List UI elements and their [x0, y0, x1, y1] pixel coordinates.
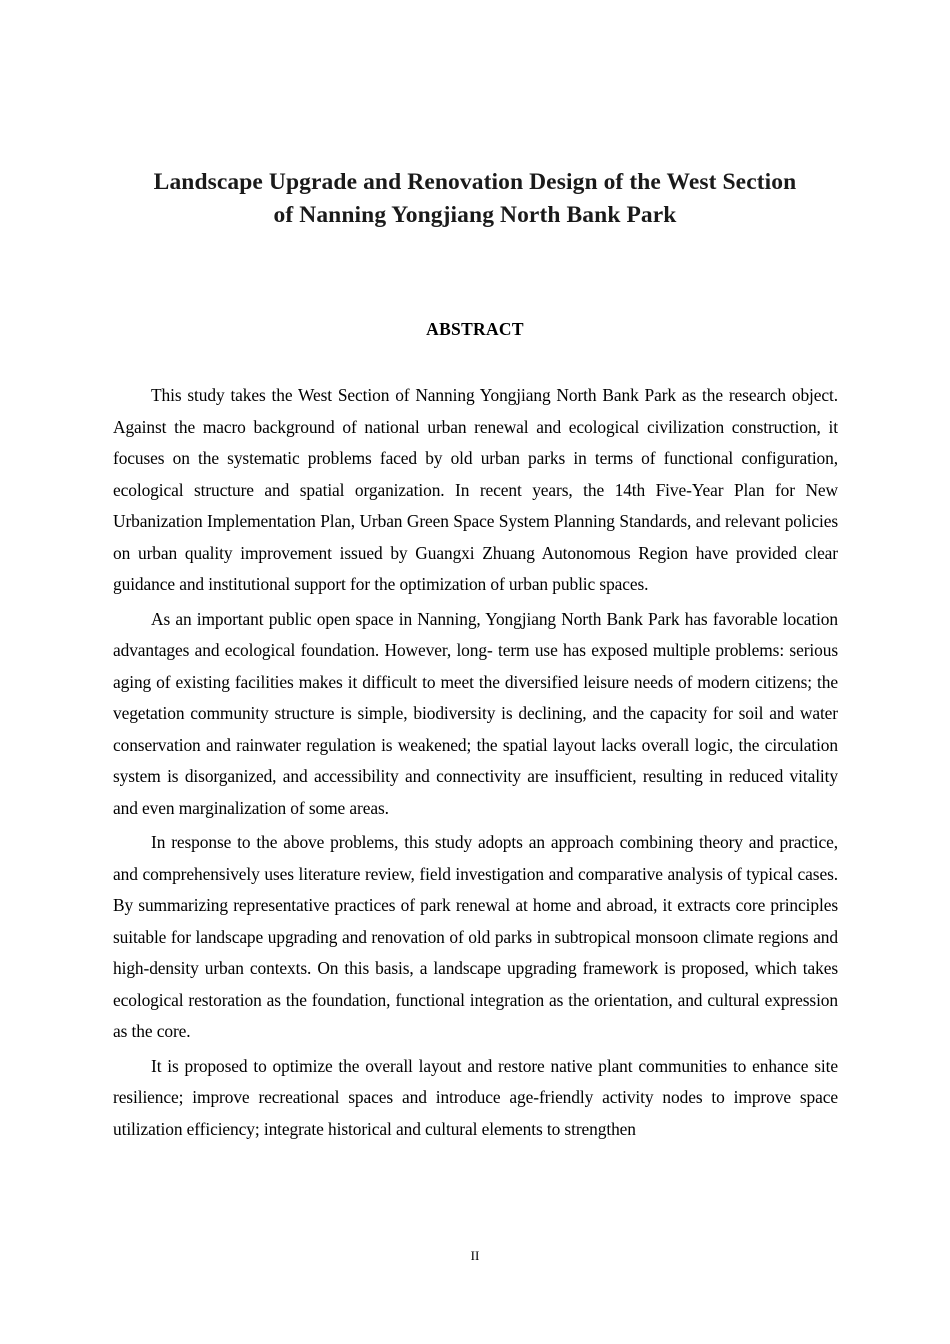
- page-number: II: [470, 1248, 480, 1263]
- abstract-paragraph-3: In response to the above problems, this study adopts an approach combining theory and practice, and comprehensively uses literature review, field investigation and comparative analysis of typical cases. By summarizing representative practices of park renewal at home and abroad, it extracts core principles suitable for landscape upgrading and renovation of old parks in subtropical monsoon climate regions and high-density urban contexts. On this basis, a landscape upgrading framework is proposed, which takes ecological restoration as the foundation, functional integration as the orientation, and cultural expression as the core.: [113, 832, 838, 1041]
- abstract-heading: ABSTRACT: [426, 319, 524, 339]
- abstract-paragraph-4: It is proposed to optimize the overall layout and restore native plant communities to enhance site resilience; improve recreational spaces and introduce age-friendly activity nodes to improve space utilization efficiency; integrate historical and cultural elements to strengthen: [113, 1055, 838, 1139]
- document-title-line-1: Landscape Upgrade and Renovation Design of the West Section: [153, 169, 797, 195]
- abstract-body: [113, 380, 838, 1148]
- abstract-paragraph-1: This study takes the West Section of Nanning Yongjiang North Bank Park as the research object. Against the macro background of national urban renewal and ecological civilization construction, it focuses on the systematic problems faced by old urban parks in terms of functional configuration, ecological structure and spatial organization. In recent years, the 14th Five-Year Plan for New Urbanization Implementation Plan, Urban Green Space System Planning Standards, and relevant policies on urban quality improvement issued by Guangxi Zhuang Autonomous Region have provided clear guidance and institutional support for the optimization of urban public spaces.: [113, 385, 838, 594]
- document-title: [100, 166, 850, 232]
- document-title-line-2: of Nanning Yongjiang North Bank Park: [273, 202, 677, 228]
- abstract-paragraph-2: As an important public open space in Nanning, Yongjiang North Bank Park has favorable location advantages and ecological foundation. However, long- term use has exposed multiple problems: serious aging of existing facilities makes it difficult to meet the diversified leisure needs of modern citizens; the vegetation community structure is simple, biodiversity is declining, and the capacity for soil and water conservation and rainwater regulation is weakened; the spatial layout lacks overall logic, the circulation system is disorganized, and accessibility and connectivity are insufficient, resulting in reduced vitality and even marginalization of some areas.: [113, 608, 838, 818]
